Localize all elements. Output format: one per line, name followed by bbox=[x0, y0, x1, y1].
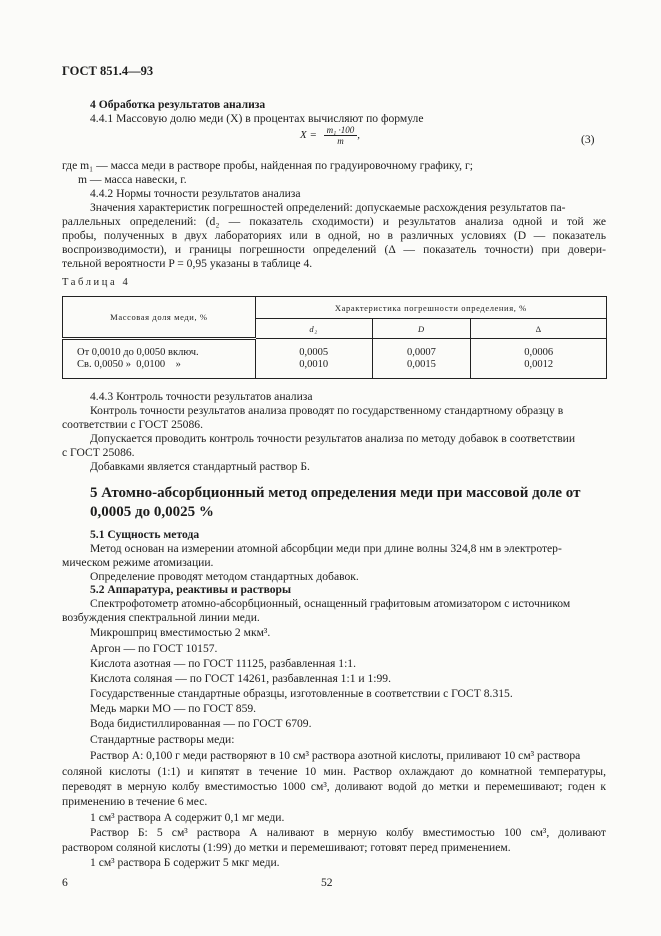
delta-row-2: 0,0012 bbox=[524, 358, 554, 370]
reagent-item: Микрошприц вместимостью 2 мкм³. bbox=[90, 626, 271, 639]
reagent-item: Государственные стандартные образцы, изготовленные в соответствии с ГОСТ 8.315. bbox=[90, 687, 513, 700]
where-m1: где m₁ — масса меди в растворе пробы, найденная по градуировочному графику, г; bbox=[62, 159, 473, 172]
column-header-D: D bbox=[372, 319, 471, 339]
solution-a-content: 1 см³ раствора А содержит 0,1 мг меди. bbox=[90, 811, 285, 824]
paragraph-4-4-1: 4.4.1 Массовую долю меди (X) в процентах вычисляют по формуле bbox=[90, 112, 424, 125]
solution-a-line-1: Раствор А: 0,100 г меди растворяют в 10 см³ раствора азотной кислоты, приливают 10 см³ раствора bbox=[90, 749, 581, 762]
table-body-row bbox=[63, 339, 607, 379]
delta-row-1: 0,0006 bbox=[524, 346, 554, 358]
section-5-2-title: 5.2 Аппаратура, реактивы и растворы bbox=[90, 583, 292, 596]
formula-lhs: X = bbox=[300, 129, 317, 142]
reagent-item: Кислота азотная — по ГОСТ 11125, разбавленная 1:1. bbox=[90, 657, 356, 670]
paragraph-4-4-2-title: 4.4.2 Нормы точности результатов анализа bbox=[90, 187, 301, 200]
p443-line-1: Контроль точности результатов анализа проводят по государственному стандартному образцу в bbox=[90, 404, 564, 417]
p443-line-2: соответствии с ГОСТ 25086. bbox=[62, 418, 203, 431]
solution-a-line-4: применению в течение 6 мес. bbox=[62, 795, 208, 808]
D-row-1: 0,0007 bbox=[406, 346, 436, 358]
section-4-title: 4 Обработка результатов анализа bbox=[90, 98, 266, 111]
reagent-item: Вода бидистиллированная — по ГОСТ 6709. bbox=[90, 717, 312, 730]
p442-line-4: воспроизводимости), и границы погрешности определений (Δ — показатель точности) при довери- bbox=[62, 243, 606, 256]
p442-line-5: тельной вероятности P = 0,95 указаны в таблице 4. bbox=[62, 257, 313, 270]
cell-d2 bbox=[255, 339, 372, 379]
table-caption: Таблица 4 bbox=[62, 277, 131, 288]
solution-a-line-3: переводят в мерную колбу вместимостью 1000 см³, доливают водой до метки и перемешивают; годен к bbox=[62, 780, 606, 793]
reagent-item: Стандартные растворы меди: bbox=[90, 733, 235, 746]
solution-a-line-2: соляной кислоты (1:1) и кипятят в течение 10 мин. Раствор охлаждают до комнатной температуры, bbox=[62, 765, 606, 778]
section-5-1-title: 5.1 Сущность метода bbox=[90, 528, 200, 541]
section-5-title: 5 Атомно-абсорбционный метод определения меди при массовой доле от 0,0005 до 0,0025 % bbox=[90, 485, 581, 520]
column-header-mass-fraction: Массовая доля меди, % bbox=[63, 297, 256, 339]
p443-line-4: с ГОСТ 25086. bbox=[62, 446, 135, 459]
formula-denominator: m bbox=[337, 136, 344, 146]
d2-row-1: 0,0005 bbox=[299, 346, 329, 358]
formula-3 bbox=[300, 125, 360, 146]
cell-delta bbox=[471, 339, 607, 379]
s51-line-1: Метод основан на измерении атомной абсорбции меди при длине волны 324,8 нм в электротер- bbox=[90, 542, 562, 555]
column-header-error-characteristic: Характеристика погрешности определения, % bbox=[255, 297, 606, 319]
d2-row-2: 0,0010 bbox=[299, 358, 329, 370]
paragraph-4-4-3-title: 4.4.3 Контроль точности результатов анализа bbox=[90, 390, 313, 403]
reagent-item: Медь марки МО — по ГОСТ 859. bbox=[90, 702, 257, 715]
p442-line-2: раллельных определений: (d₂ — показатель сходимости) и результатов анализа одной и той же bbox=[62, 215, 606, 228]
table-4 bbox=[62, 296, 607, 379]
s52-line-1: Спектрофотометр атомно-абсорбционный, оснащенный графитовым атомизатором с источником bbox=[90, 597, 571, 610]
page-number-center: 52 bbox=[321, 876, 333, 889]
solution-b-content: 1 см³ раствора Б содержит 5 мкг меди. bbox=[90, 856, 280, 869]
column-header-d2: d₂ bbox=[255, 319, 372, 339]
s52-line-2: возбуждения спектральной линии меди. bbox=[62, 611, 260, 624]
page-number-left: 6 bbox=[62, 876, 68, 889]
p442-line-3: пробы, полученных в двух лабораториях или в одной, но в различных условиях (D — показатель bbox=[62, 229, 606, 242]
column-header-delta: Δ bbox=[471, 319, 607, 339]
solution-b-line-2: раствором соляной кислоты (1:99) до метки и перемешивают; готовят перед применением. bbox=[62, 841, 511, 854]
range-row-2: Св. 0,0050 » 0,0100 » bbox=[77, 359, 181, 370]
formula-fraction bbox=[324, 125, 361, 146]
formula-tail: , bbox=[357, 129, 361, 142]
document-id: ГОСТ 851.4—93 bbox=[62, 64, 154, 78]
p443-line-3: Допускается проводить контроль точности результатов анализа по методу добавок в соответствии bbox=[90, 432, 576, 445]
s51-line-2: мическом режиме атомизации. bbox=[62, 556, 214, 569]
p443-line-5: Добавками является стандартный раствор Б. bbox=[90, 460, 310, 473]
range-row-1: От 0,0010 до 0,0050 включ. bbox=[77, 347, 199, 358]
reagent-item: Аргон — по ГОСТ 10157. bbox=[90, 642, 218, 655]
where-m: m — масса навески, г. bbox=[78, 173, 187, 186]
solution-b-line-1: Раствор Б: 5 см³ раствора А наливают в мерную колбу вместимостью 100 см³, доливают bbox=[90, 826, 606, 839]
cell-D bbox=[372, 339, 471, 379]
reagent-item: Кислота соляная — по ГОСТ 14261, разбавленная 1:1 и 1:99. bbox=[90, 672, 392, 685]
p442-line-1: Значения характеристик погрешностей определений: допускаемые расхождения результатов па- bbox=[90, 201, 566, 214]
equation-number: (3) bbox=[581, 133, 595, 146]
D-row-2: 0,0015 bbox=[406, 358, 436, 370]
cell-ranges bbox=[63, 339, 256, 379]
s51-line-3: Определение проводят методом стандартных добавок. bbox=[90, 570, 359, 583]
formula-numerator: m₁ ·100 bbox=[324, 125, 358, 136]
